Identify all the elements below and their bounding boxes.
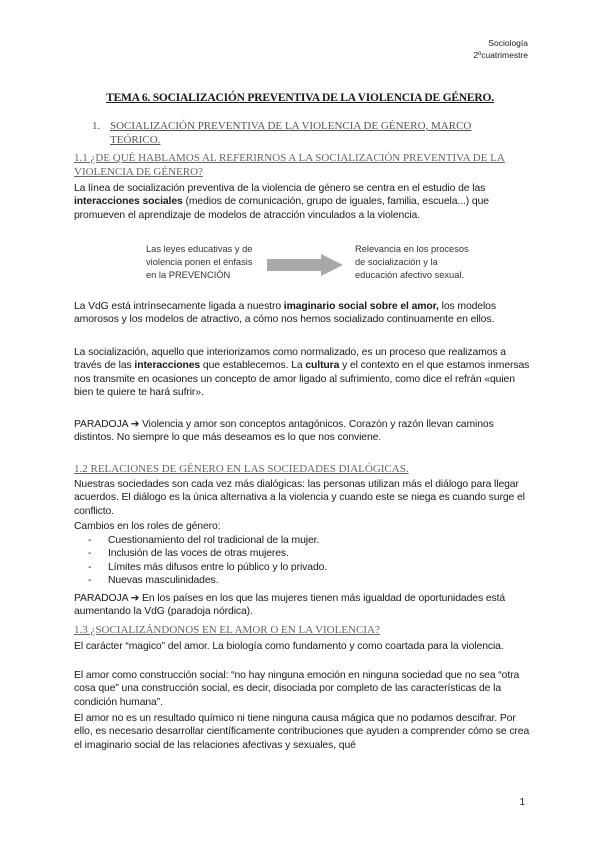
- text-run: La socialización, aquello que interiorizamos como normalizado, es un proceso que realizamos a través de las: [74, 347, 506, 372]
- list-item: - Límites más difusos entre lo público y lo privado.: [74, 561, 530, 574]
- list-item: - Cuestionamiento del rol tradicional de la mujer.: [74, 534, 530, 547]
- subsection-1-2-heading: 1.2 RELACIONES DE GÉNERO EN LAS SOCIEDADES DIALÓGICAS.: [74, 463, 409, 475]
- bold-run: interacciones sociales: [74, 196, 183, 208]
- gender-role-changes-list: [74, 534, 530, 588]
- text-run: y el contexto en el que estamos inmersas nos transmite en ocasiones un concepto de amor ligado al sufrimiento, como dice el refrán «quien bien te quiere te hará sufrir».: [74, 360, 530, 399]
- diagram-right-text: [355, 243, 469, 282]
- diagram-line: de socialización y la: [355, 257, 438, 267]
- diagram-left-text: [146, 243, 252, 282]
- subsection-1-3-heading: 1.3 ¿SOCIALIZÁNDONOS EN EL AMOR O EN LA VIOLENCIA?: [74, 624, 380, 636]
- bold-run: interacciones: [134, 360, 201, 372]
- running-header: [473, 37, 528, 61]
- subsection-1-1-heading: 1.1 ¿DE QUÉ HABLAMOS AL REFERIRNOS A LA SOCIALIZACIÓN PREVENTIVA DE LA VIOLENCIA DE GÉNERO?: [74, 152, 505, 178]
- text-run: que establecemos. La: [200, 360, 306, 372]
- paragraph-1-1-c: [74, 346, 530, 400]
- header-term: 2ºcuatrimestre: [473, 50, 528, 60]
- header-subject: Sociología: [488, 38, 528, 48]
- paragraph-1-2-a: Nuestras sociedades son cada vez más dialógicas: las personas utilizan más el diálogo para llegar acuerdos. El diálogo es la única alternativa a la violencia y cuando este se niega es cuando surge el conflicto.: [74, 479, 525, 517]
- paragraph-1-1-paradox: PARADOJA ➔ Violencia y amor son conceptos antagónicos. Corazón y razón llevan caminos distintos. No siempre lo que más deseamos es lo que nos conviene.: [74, 419, 494, 444]
- diagram-line: en la PREVENCIÓN: [146, 270, 231, 280]
- paragraph-1-3-a: El carácter “magico” del amor. La biología como fundamento y como coartada para la violencia.: [74, 641, 504, 652]
- bold-run: cultura: [305, 360, 340, 372]
- page-number: 1: [519, 797, 525, 808]
- list-item: - Inclusión de las voces de otras mujeres.: [74, 547, 530, 560]
- paragraph-1-1-a: [74, 182, 530, 222]
- paragraph-1-2-paradox: PARADOJA ➔ En los países en los que las mujeres tienen más igualdad de oportunidades está aumentando la VdG (paradoja nórdica).: [74, 593, 506, 618]
- paragraph-1-3-c: El amor no es un resultado químico ni tiene ninguna causa mágica que no podamos descifrar. Por ello, es necesario desarrollar científicamente contribuciones que ayuden a comprender cómo se crea el imaginario social de las relaciones afectivas y sexuales, qué: [74, 713, 530, 751]
- text-run: La VdG está intrínsecamente ligada a nuestro: [74, 301, 284, 312]
- list-intro: Cambios en los roles de género:: [74, 521, 221, 532]
- diagram-line: Relevancia en los procesos: [355, 244, 469, 254]
- list-item: - Nuevas masculinidades.: [74, 574, 530, 587]
- page-title: TEMA 6. SOCIALIZACIÓN PREVENTIVA DE LA VIOLENCIA DE GÉNERO.: [106, 92, 494, 104]
- paragraph-1-3-b: El amor como construcción social: “no hay ninguna emoción en ninguna sociedad que no sea “otra cosa que” una construcción social, es decir, disociada por completo de las características de la condición humana”.: [74, 670, 520, 708]
- right-arrow-icon: [267, 254, 343, 276]
- paragraph-1-1-b: [74, 300, 530, 327]
- diagram-line: violencia ponen el énfasis: [146, 257, 253, 267]
- diagram-line: Las leyes educativas y de: [146, 244, 253, 254]
- diagram-line: educación afectivo sexual.: [355, 270, 465, 280]
- text-run: La línea de socialización preventiva de la violencia de género se centra en el estudio de las: [74, 183, 486, 194]
- section-1-text: SOCIALIZACIÓN PREVENTIVA DE LA VIOLENCIA DE GÉNERO, MARCO TEÓRICO.: [110, 120, 472, 146]
- bold-run: imaginario social sobre el amor,: [283, 301, 439, 312]
- text-run: (medios de comunicación, grupo de iguales, familia, escuela...) que promueven el aprendizaje de modelos de atracción vinculados a la violencia.: [74, 196, 489, 221]
- text-run: los modelos amorosos y los modelos de atractivo, a cómo nos hemos socializado continuamente en ellos.: [74, 301, 496, 326]
- section-1-number: 1.: [92, 120, 101, 132]
- section-1-heading: [92, 119, 522, 147]
